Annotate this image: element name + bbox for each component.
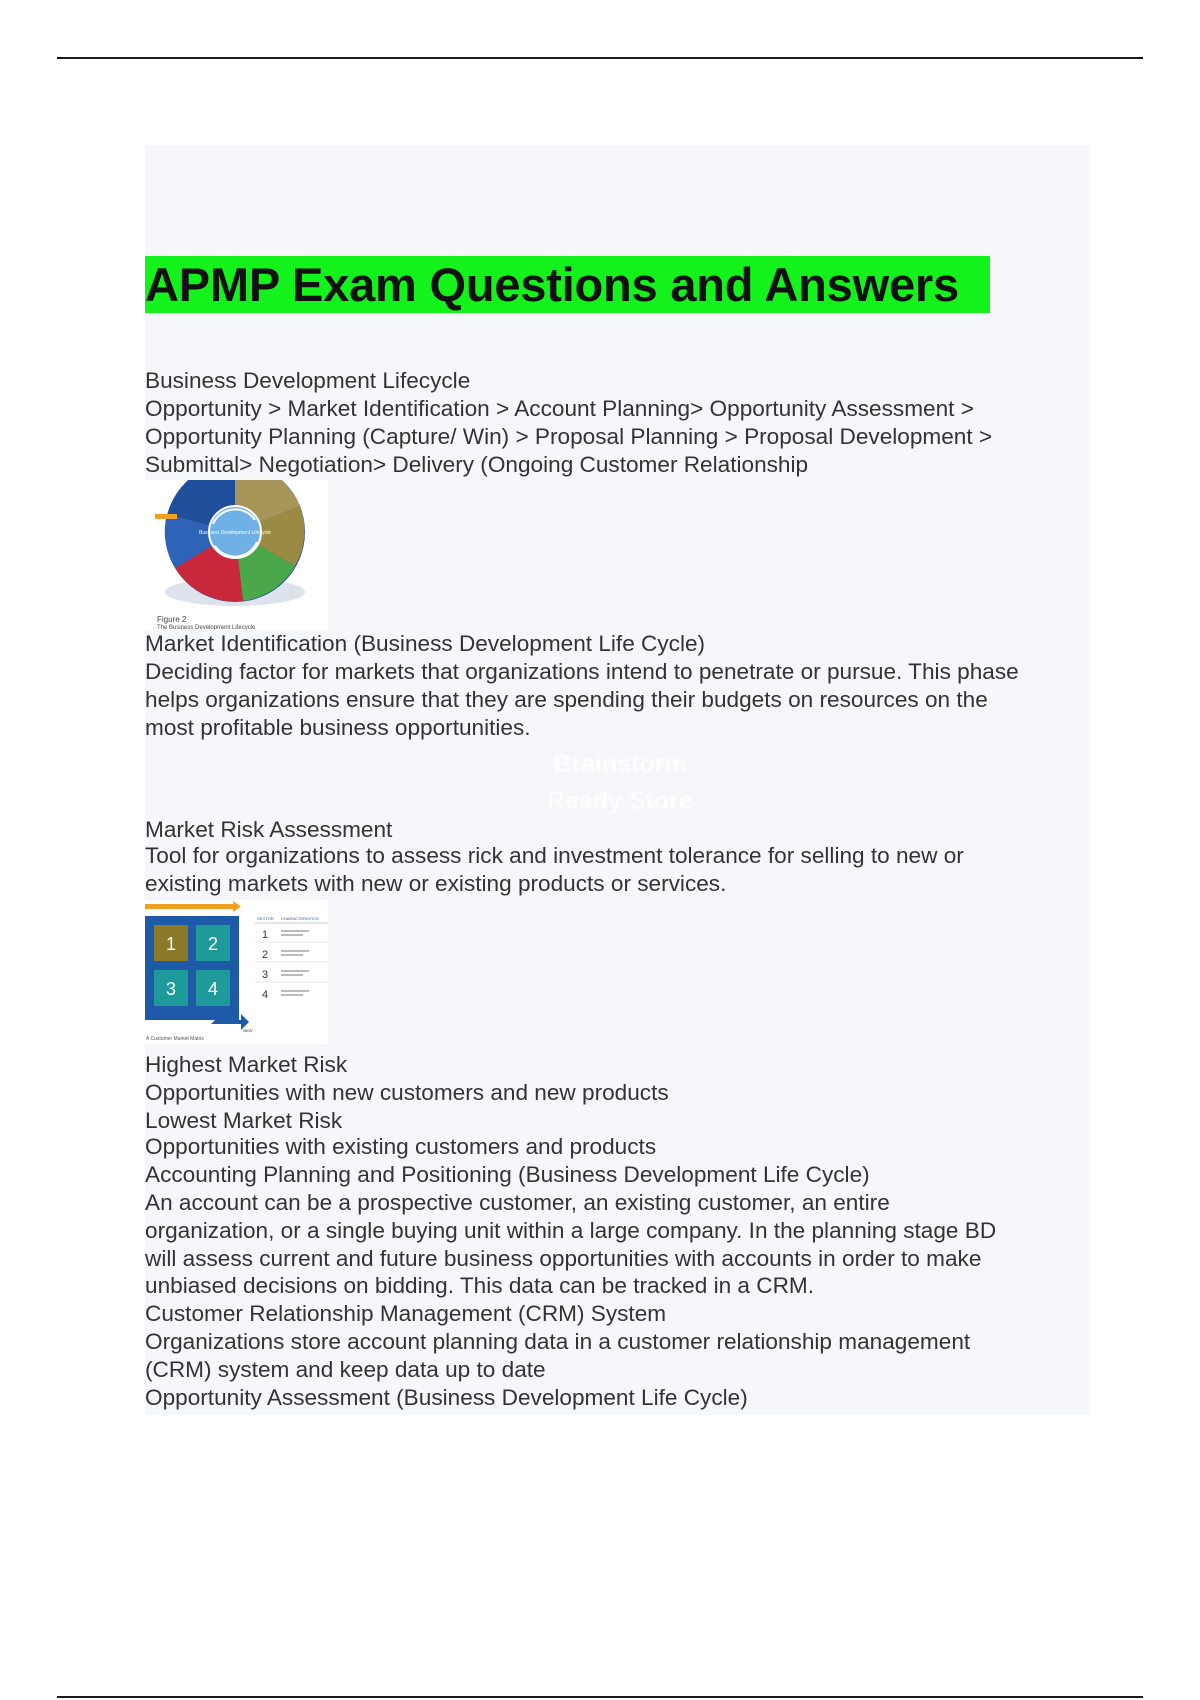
body-line: Organizations store account planning data in a customer relationship management xyxy=(145,1329,971,1354)
section-heading: Market Risk Assessment xyxy=(145,817,393,842)
matrix-cell-2: 2 xyxy=(207,934,219,954)
section-heading: Accounting Planning and Positioning (Business Development Life Cycle) xyxy=(145,1162,870,1187)
section-heading: Highest Market Risk xyxy=(145,1052,348,1077)
matrix-row-3: 3 xyxy=(262,969,269,981)
body-line: Submittal> Negotiation> Delivery (Ongoing Customer Relationship xyxy=(145,452,809,477)
figure-caption-sub: The Business Development Lifecycle xyxy=(157,625,256,630)
matrix-row-1: 1 xyxy=(262,929,269,941)
section-heading: Lowest Market Risk xyxy=(145,1108,343,1133)
body-line: most profitable business opportunities. xyxy=(145,715,531,740)
body-line: Opportunity > Market Identification > Account Planning> Opportunity Assessment > xyxy=(145,396,974,421)
matrix-caption: A Customer Market Matrix xyxy=(146,1036,204,1042)
watermark-line-1: Brainstorm xyxy=(553,750,687,778)
body-line: Tool for organizations to assess rick and investment tolerance for selling to new or xyxy=(145,843,964,868)
section-heading: Market Identification (Business Development Life Cycle) xyxy=(145,631,706,656)
matrix-axis-label: NEW xyxy=(243,1028,253,1033)
body-line: Opportunities with new customers and new products xyxy=(145,1080,669,1105)
matrix-cell-4: 4 xyxy=(207,979,219,999)
market-matrix-image xyxy=(145,900,328,1044)
body-line: organization, or a single buying unit within a large company. In the planning stage BD xyxy=(145,1218,997,1243)
body-line: Deciding factor for markets that organizations intend to penetrate or pursue. This phase xyxy=(145,659,1019,684)
lifecycle-wheel-figure xyxy=(145,480,328,630)
matrix-row-4: 4 xyxy=(262,989,269,1001)
section-heading: Business Development Lifecycle xyxy=(145,368,471,393)
matrix-header-characteristics: CHARACTERISTICS xyxy=(281,916,319,921)
body-line: will assess current and future business opportunities with accounts in order to make xyxy=(145,1246,982,1271)
top-rule xyxy=(57,57,1143,59)
matrix-cell-1: 1 xyxy=(165,934,177,954)
figure-caption: Figure 2 xyxy=(157,615,187,624)
matrix-header-sector: SECTOR xyxy=(257,916,274,921)
body-line: existing markets with new or existing products or services. xyxy=(145,871,727,896)
section-heading: Opportunity Assessment (Business Development Life Cycle) xyxy=(145,1385,748,1410)
wheel-center-label: Business Development Lifecycle xyxy=(199,530,271,536)
section-heading: Customer Relationship Management (CRM) System xyxy=(145,1301,667,1326)
bottom-rule xyxy=(57,1696,1143,1698)
lifecycle-wheel-image xyxy=(145,480,328,630)
matrix-cell-3: 3 xyxy=(165,979,177,999)
matrix-row-2: 2 xyxy=(262,949,269,961)
body-line: Opportunity Planning (Capture/ Win) > Proposal Planning > Proposal Development > xyxy=(145,424,993,449)
body-line: unbiased decisions on bidding. This data can be tracked in a CRM. xyxy=(145,1273,815,1298)
market-matrix-figure xyxy=(145,900,328,1044)
body-line: (CRM) system and keep data up to date xyxy=(145,1357,546,1382)
body-line: Opportunities with existing customers and products xyxy=(145,1134,657,1159)
document-title: APMP Exam Questions and Answers xyxy=(145,256,990,313)
watermark-line-2: Ready Store xyxy=(547,787,693,815)
body-line: An account can be a prospective customer, an existing customer, an entire xyxy=(145,1190,890,1215)
body-line: helps organizations ensure that they are spending their budgets on resources on the xyxy=(145,687,988,712)
